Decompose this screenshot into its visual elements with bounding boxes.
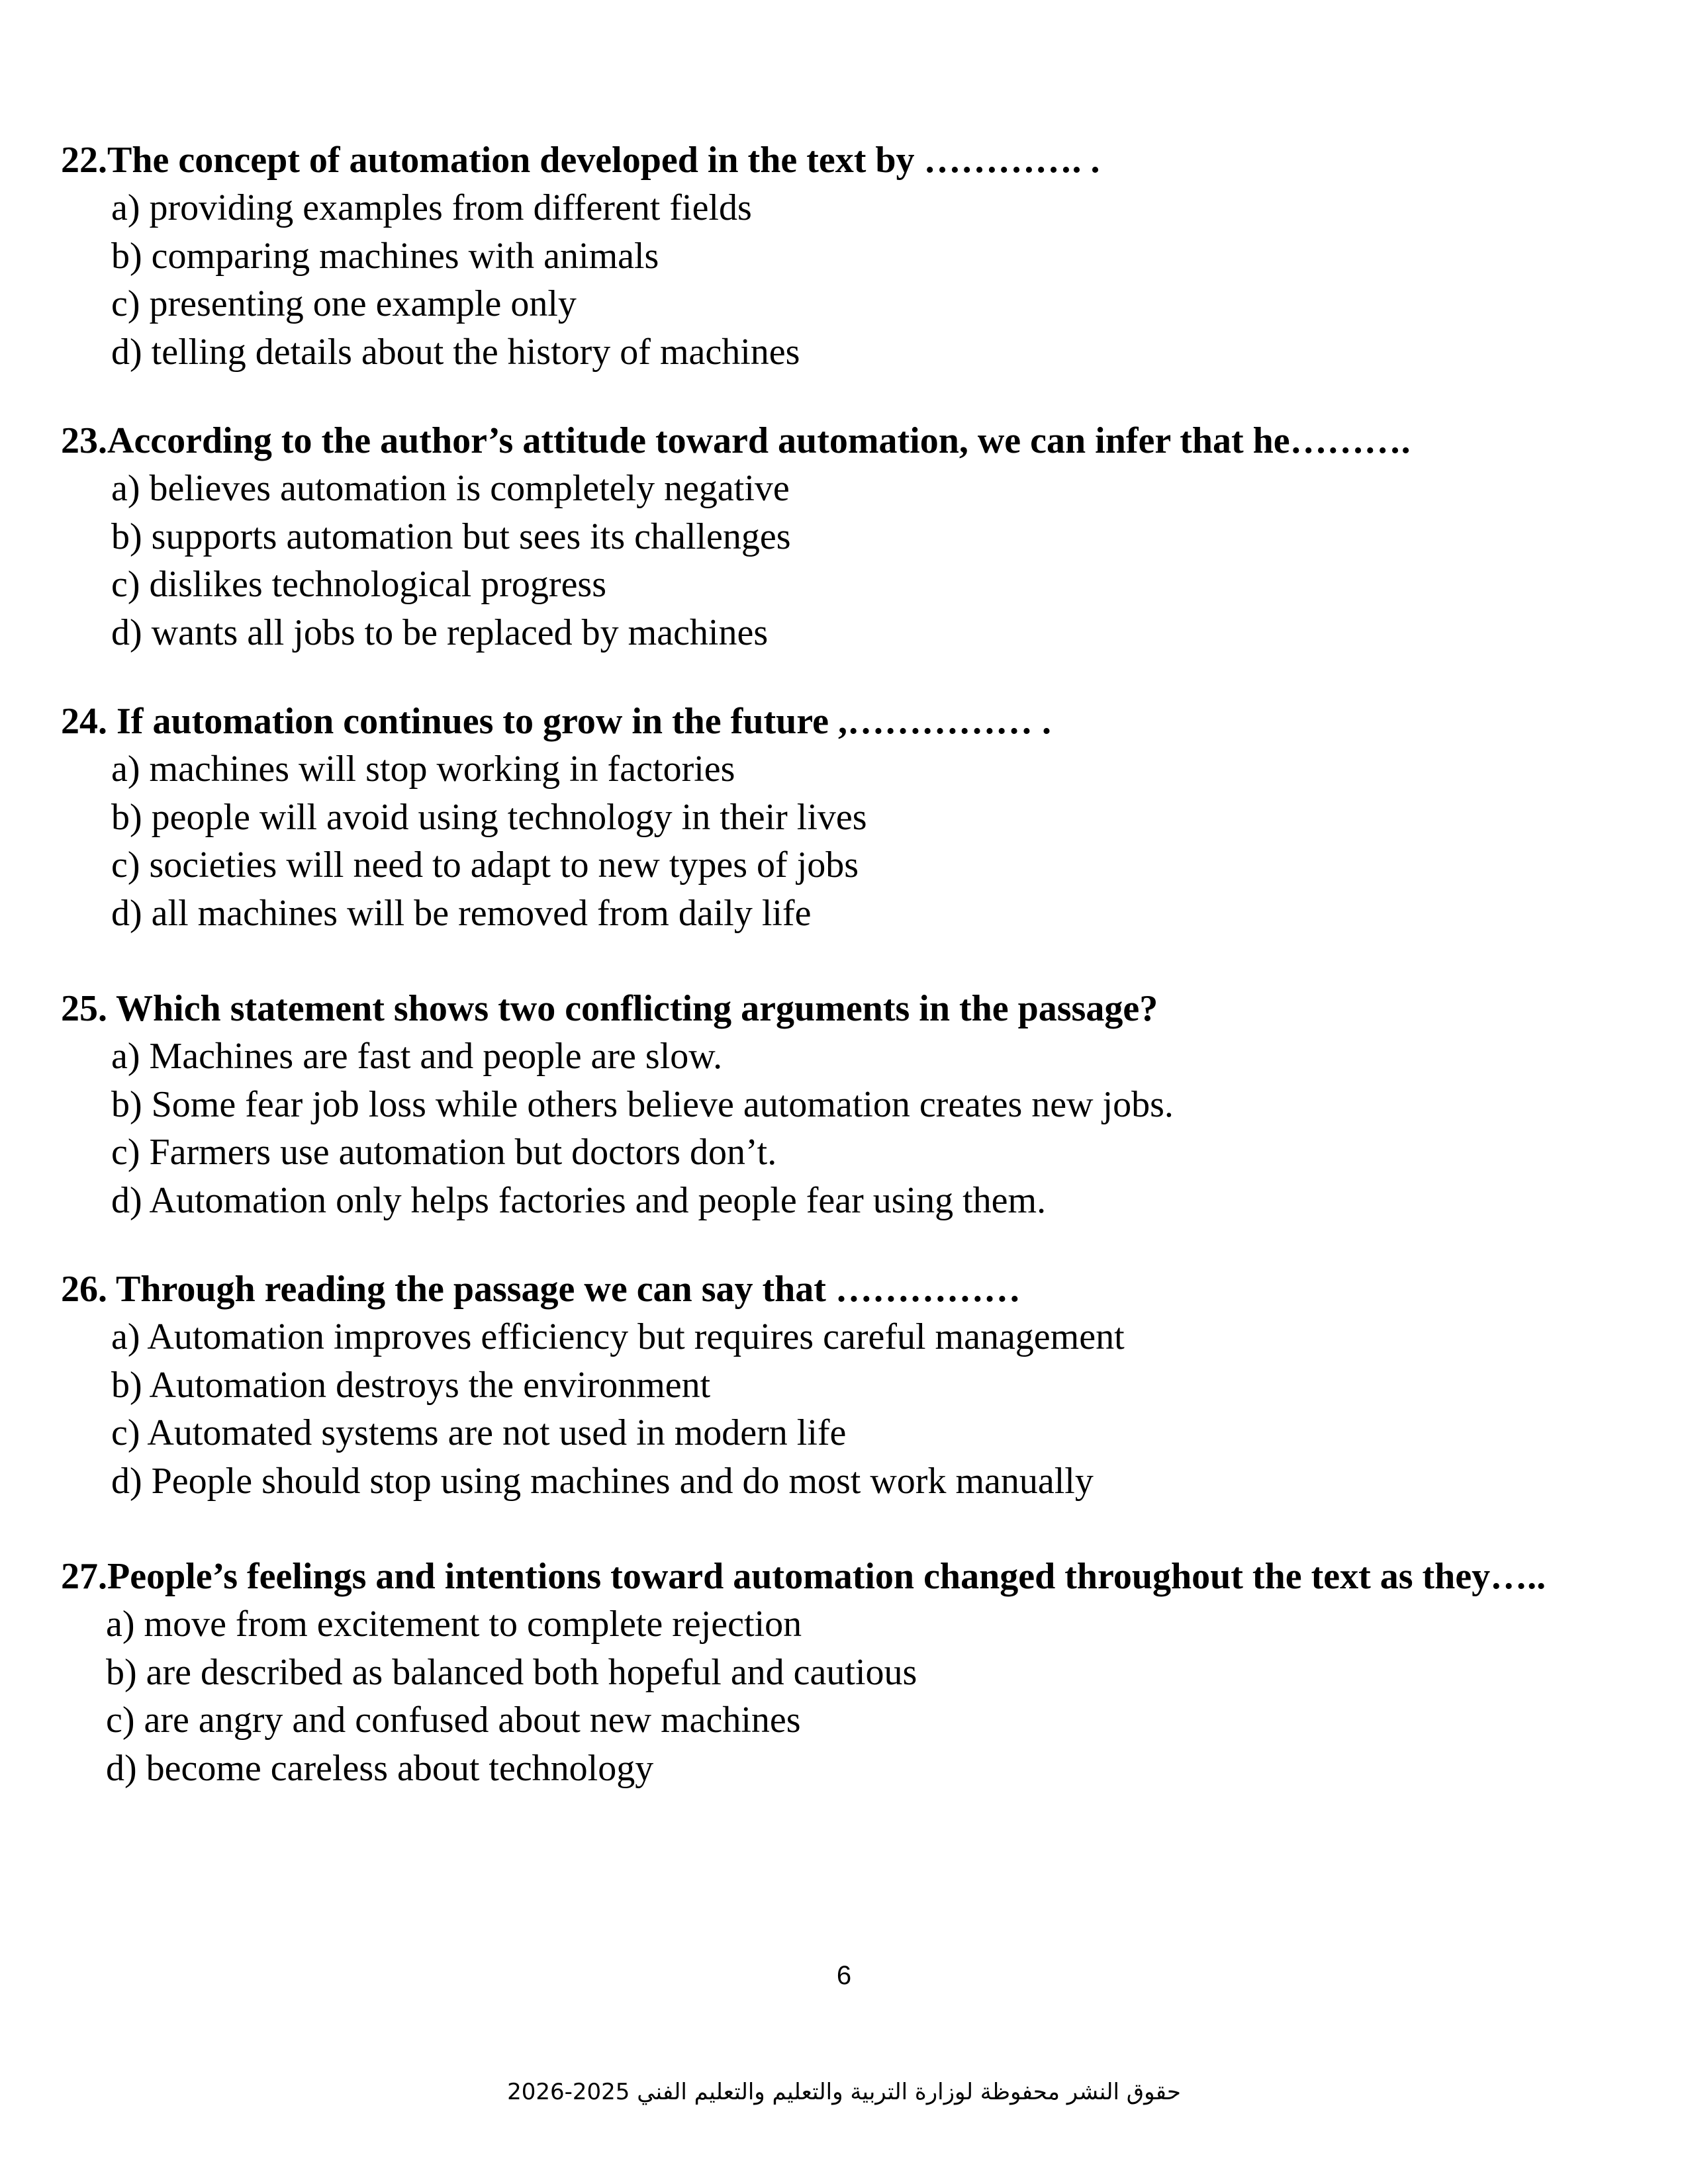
options-list <box>61 1313 1650 1505</box>
option-b: b) supports automation but sees its challenges <box>111 516 791 557</box>
options-list <box>61 1600 1650 1792</box>
question-22 <box>61 136 1650 376</box>
option-b: b) Some fear job loss while others believe automation creates new jobs. <box>111 1083 1174 1125</box>
question-title: 25. Which statement shows two conflicting arguments in the passage? <box>61 988 1158 1029</box>
option-a: a) believes automation is completely negative <box>111 468 790 509</box>
option-c: c) societies will need to adapt to new types of jobs <box>111 844 859 886</box>
question-title: 23.According to the author’s attitude toward automation, we can infer that he………. <box>61 420 1411 461</box>
page-number: 6 <box>836 1961 852 1990</box>
option-b: b) are described as balanced both hopeful and cautious <box>106 1651 917 1693</box>
option-d: d) wants all jobs to be replaced by machines <box>111 612 769 653</box>
option-c: c) Automated systems are not used in modern life <box>111 1412 847 1453</box>
option-a: a) machines will stop working in factories <box>111 749 735 790</box>
option-a: a) move from excitement to complete rejection <box>106 1604 802 1645</box>
question-title: 27.People’s feelings and intentions toward automation changed throughout the text as they….. <box>61 1556 1546 1597</box>
options-list <box>61 1032 1650 1224</box>
question-title: 26. Through reading the passage we can say that …………… <box>61 1269 1021 1310</box>
option-a: a) Machines are fast and people are slow. <box>111 1036 723 1077</box>
options-list <box>61 184 1650 376</box>
question-title: 24. If automation continues to grow in the future ,…………… . <box>61 701 1051 742</box>
option-b: b) people will avoid using technology in their lives <box>111 796 867 838</box>
option-b: b) comparing machines with animals <box>111 235 659 277</box>
option-c: c) dislikes technological progress <box>111 564 607 605</box>
option-a: a) providing examples from different fields <box>111 187 752 228</box>
question-25 <box>61 985 1650 1224</box>
question-24 <box>61 698 1650 937</box>
option-d: d) all machines will be removed from daily life <box>111 892 812 934</box>
option-c: c) presenting one example only <box>111 283 577 324</box>
option-d: d) People should stop using machines and do most work manually <box>111 1460 1094 1502</box>
option-d: d) Automation only helps factories and people fear using them. <box>111 1179 1047 1221</box>
option-b: b) Automation destroys the environment <box>111 1364 711 1406</box>
option-d: d) telling details about the history of machines <box>111 331 800 373</box>
question-27 <box>61 1553 1650 1792</box>
option-a: a) Automation improves efficiency but requires careful management <box>111 1316 1125 1357</box>
option-c: c) Farmers use automation but doctors don’t. <box>111 1132 777 1173</box>
copyright-footer: حقوق النشر محفوظة لوزارة التربية والتعليم والتعليم الفني 2025-2026 <box>507 2079 1181 2105</box>
options-list <box>61 465 1650 657</box>
options-list <box>61 745 1650 937</box>
option-d: d) become careless about technology <box>106 1747 654 1789</box>
question-title: 22.The concept of automation developed in the text by …………. . <box>61 140 1100 181</box>
question-26 <box>61 1265 1650 1505</box>
option-c: c) are angry and confused about new machines <box>106 1700 801 1741</box>
question-23 <box>61 417 1650 657</box>
